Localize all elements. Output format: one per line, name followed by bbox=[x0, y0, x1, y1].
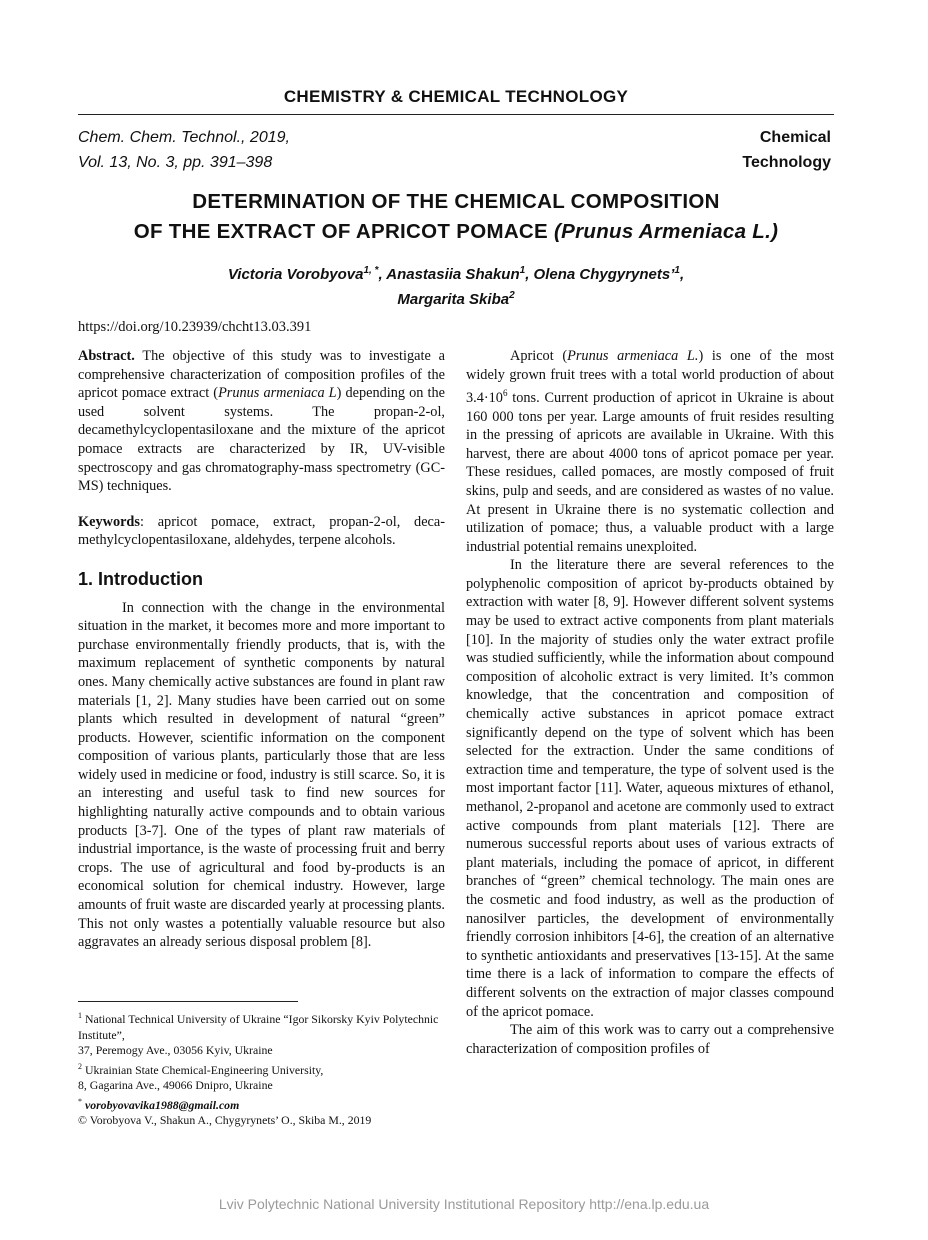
author-2: , Anastasiia Shakun bbox=[378, 266, 520, 283]
paper-title bbox=[78, 187, 834, 247]
p2-exponent: 6 bbox=[502, 388, 508, 399]
footnote-email bbox=[78, 1094, 445, 1114]
p2-species: Prunus armeniaca L. bbox=[567, 348, 699, 364]
intro-paragraph-3: In the literature there are several references to the polyphenolic composition of apricot by-products obtained by extraction with water [8, 9]. However different solvent systems may be used to extract active components from plant materials [10]. In the majority of studies only the water extract profile was studied sufficiently, while the information about compound composition of alcoholic extract is very limited. It’s common knowledge, that the concentration and composition of chemically active substances in apricot pomace extract significantly depend on the type of solvent which has been selected for the extraction. Under the same conditions of extraction time and temperature, the type of solvent used is the most important factor [11]. Water, aqueous mixtures of ethanol, methanol, 2-propanol and acetone are commonly used to extract active compounds from plant materials [12]. There are numerous successful reports about uses of various extracts of plant materials, including the pomace of apricot, in different branches of “green” chemical technology. The main ones are the cosmetic and food industry, as well as the production of nanosilver particles, the development of environmentally friendly corrosion inhibitors [4-6], the creation of an alternative to synthetic antioxidants and preservatives [13-15]. At the same time there is a lack of information to compare the effects of different solvents on the extraction of major classes compound of the apricot pomace. bbox=[466, 557, 834, 1020]
authors-line-1 bbox=[78, 260, 834, 285]
footnote-1-text: National Technical University of Ukraine “Igor Sikorsky Kyiv Polytechnic Institute”, bbox=[78, 1011, 439, 1042]
footnote-affiliation-2 bbox=[78, 1059, 445, 1079]
footnote-affiliation-1-address: 37, Peremogy Ave., 03056 Kyiv, Ukraine bbox=[78, 1043, 273, 1058]
abstract-label: Abstract. bbox=[78, 348, 135, 364]
title-line-2-text: OF THE EXTRACT OF APRICOT POMACE bbox=[133, 220, 554, 243]
author-3: , Olena Chygyrynets’ bbox=[525, 266, 675, 283]
section-heading-introduction: 1. Introduction bbox=[78, 568, 203, 589]
p2-text-b: ) is one of the most widely grown fruit trees with a total world production of about 3.4·10 bbox=[466, 348, 834, 406]
journal-name-line-2: Technology bbox=[742, 154, 831, 171]
repository-footer: Lviv Polytechnic National University Institutional Repository http://ena.lp.edu.ua bbox=[218, 1196, 710, 1212]
footnotes bbox=[78, 1008, 445, 1129]
journal-name bbox=[742, 125, 831, 175]
footnote-1-marker: 1 bbox=[78, 1011, 82, 1020]
footnote-copyright: © Vorobyova V., Shakun A., Chygyrynets’ O., Skiba M., 2019 bbox=[78, 1113, 372, 1128]
footnote-email-marker: * bbox=[78, 1096, 82, 1106]
intro-paragraph-2 bbox=[466, 347, 834, 556]
right-column bbox=[466, 347, 834, 1058]
author-3-affiliation: 1 bbox=[674, 265, 680, 276]
spacer bbox=[78, 496, 445, 513]
p2-text-c: tons. Current production of apricot in Ukraine is about 160 000 tons per year. Large amounts of fruit resides resulting in the pressing of apricots are available in Ukraine. With this harvest, there are about 4000 tons of apricot pomace per year. These residues, called pomaces, are mostly composed of fruit skins, pulp and seeds, and are considered as wastes of no value. At present in Ukraine there is no systematic collection and utilization of pomace; thus, a valuable product with a large industrial potential remains unexploited. bbox=[466, 389, 834, 555]
keywords bbox=[78, 513, 445, 550]
author-2-affiliation: 1 bbox=[519, 265, 526, 276]
author-1-affiliation: 1, * bbox=[363, 265, 379, 276]
abstract-species: Prunus armeniaca L bbox=[218, 385, 337, 402]
keywords-label: Keywords bbox=[78, 513, 140, 530]
intro-paragraph-1: In connection with the change in the environmental situation in the market, it becomes more and more important to purchase environmentally friendly products, that is, with the maximum replacement of synthetic components by natural ones. Many chemically active substances are found in plant raw materials [1, 2]. Many studies have been carried out on some plants which resulted in development of natural “green” products. However, scientific information on the component composition of various plants, particularly those that are less widely used in medicine or food, industry is still scarce. So, it is an interesting and useful task to find new sources for highlighting naturally active compounds and to obtain various products [3-7]. One of the types of plant raw materials of industrial importance, is the waste of processing fruit and berry crops. The use of agricultural and food by-products is an economical solution for chemical industry. However, large amounts of fruit waste are discarded yearly at processing plants. This not only wastes a potentially valuable resource but also aggravates an already serious disposal problem [8]. bbox=[78, 599, 445, 951]
abstract bbox=[78, 347, 445, 496]
doi-link[interactable]: https://doi.org/10.23939/chcht13.03.391 bbox=[78, 319, 312, 335]
citation-line-2: Vol. 13, No. 3, pp. 391–398 bbox=[78, 154, 273, 171]
authors-line-2 bbox=[78, 285, 834, 310]
author-list bbox=[78, 260, 834, 310]
author-4: Margarita Skiba bbox=[397, 291, 510, 308]
citation-line-1: Chem. Chem. Technol., 2019, bbox=[78, 129, 290, 146]
footnote-2-text: Ukrainian State Chemical-Engineering University, bbox=[82, 1062, 324, 1077]
intro-paragraph-4: The aim of this work was to carry out a comprehensive characterization of composition profiles of bbox=[466, 1022, 834, 1057]
footnote-2-marker: 2 bbox=[78, 1061, 82, 1071]
p2-text-a: Apricot ( bbox=[510, 348, 568, 364]
journal-header: CHEMISTRY & CHEMICAL TECHNOLOGY bbox=[283, 87, 629, 106]
left-column bbox=[78, 347, 445, 952]
keywords-text: : apricot pomace, extract, propan-2-ol, deca-methylcyclopentasiloxane, aldehydes, terpene alcohols. bbox=[78, 513, 445, 549]
journal-name-line-1: Chemical bbox=[759, 129, 831, 146]
author-1: Victoria Vorobyova bbox=[227, 266, 364, 283]
title-line-1: DETERMINATION OF THE CHEMICAL COMPOSITION bbox=[192, 190, 720, 213]
abstract-text-1: The objective of this study was to investigate a comprehensive characterization of composition profiles of the apricot pomace extract ( bbox=[78, 348, 445, 402]
footnote-affiliation-1 bbox=[78, 1008, 445, 1043]
author-3-comma: , bbox=[679, 266, 685, 283]
footnote-affiliation-2-address: 8, Gagarina Ave., 49066 Dnipro, Ukraine bbox=[78, 1078, 273, 1093]
citation bbox=[78, 125, 290, 175]
header-divider bbox=[78, 114, 834, 115]
title-line-2 bbox=[78, 217, 834, 247]
author-4-affiliation: 2 bbox=[509, 290, 515, 301]
footnote-divider bbox=[78, 1001, 298, 1002]
abstract-text-2: ) depending on the used solvent systems. The propan-2-ol, decamethylcyclopentasiloxane and the mixture of the apricot pomace extracts are characterized by IR, UV-visible spectroscopy and gas chromatography-mass spectrometry (GC-MS) techniques. bbox=[78, 385, 445, 495]
title-species: (Prunus Armeniaca L.) bbox=[554, 220, 779, 243]
corresponding-email[interactable]: vorobyovavika1988@gmail.com bbox=[84, 1097, 240, 1112]
